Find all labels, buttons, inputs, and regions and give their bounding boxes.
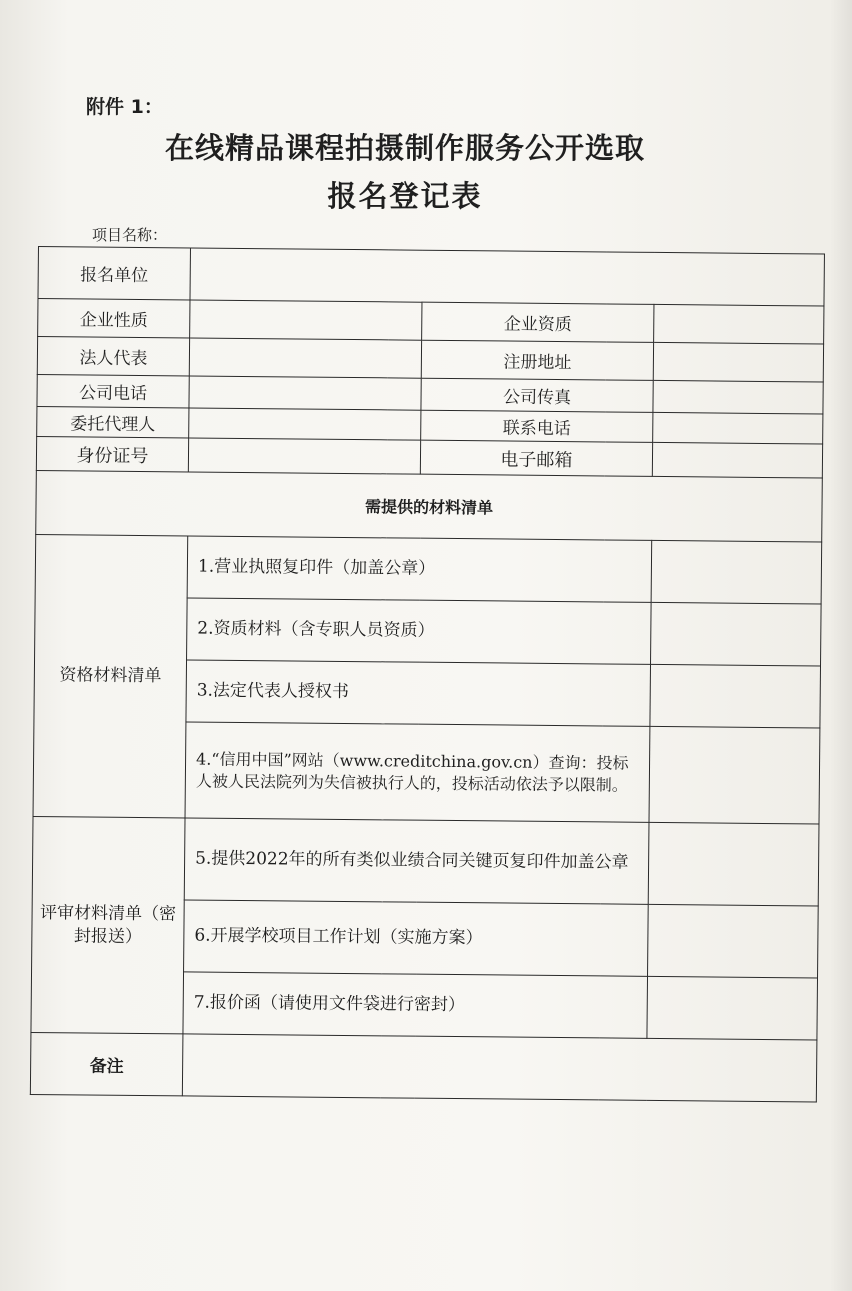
attachment-label: 附件 1： (86, 96, 163, 118)
agent-label: 委托代理人 (37, 406, 189, 437)
company-phone-value-cell[interactable] (189, 376, 421, 410)
qualification-item-4-check-cell[interactable] (649, 726, 820, 824)
qualification-item-3: 3.法定代表人授权书 (186, 660, 651, 726)
qualification-item-3-check-cell[interactable] (650, 664, 821, 728)
review-item-5-check-cell[interactable] (648, 822, 819, 906)
company-type-value-cell[interactable] (190, 300, 422, 340)
review-item-5: 5.提供2022年的所有类似业绩合同关键页复印件加盖公章 (184, 818, 649, 904)
review-item-6-check-cell[interactable] (648, 904, 819, 978)
contact-phone-value-cell[interactable] (653, 412, 823, 444)
table-row (35, 534, 822, 604)
id-number-label: 身份证号 (36, 436, 188, 471)
table-row (32, 816, 819, 906)
registered-address-label: 注册地址 (421, 340, 653, 380)
table-row (30, 1032, 817, 1102)
qualification-group-label: 资格材料清单 (33, 534, 188, 817)
review-item-7: 7.报价函（请使用文件袋进行密封） (183, 972, 648, 1038)
table-row (36, 470, 823, 542)
company-phone-label: 公司电话 (37, 374, 189, 407)
company-fax-value-cell[interactable] (653, 380, 823, 414)
qualification-item-1-check-cell[interactable] (651, 540, 822, 604)
email-value-cell[interactable] (652, 442, 822, 478)
qualification-item-4: 4.“信用中国”网站（www.creditchina.gov.cn）查询：投标人被人民法院列为失信被执行人的，投标活动依法予以限制。 (185, 722, 650, 822)
qualification-item-2-check-cell[interactable] (651, 602, 822, 666)
review-item-6: 6.开展学校项目工作计划（实施方案） (184, 900, 649, 976)
registration-table (30, 246, 825, 1103)
company-qualification-label: 企业资质 (422, 302, 654, 342)
form-title-line1: 在线精品课程拍摄制作服务公开选取 (164, 131, 645, 165)
company-fax-label: 公司传真 (421, 378, 653, 412)
qualification-item-1: 1.营业执照复印件（加盖公章） (187, 536, 652, 602)
paper-edge-shadow (830, 0, 852, 1291)
registration-form (30, 246, 824, 1103)
agent-value-cell[interactable] (189, 408, 421, 440)
legal-rep-value-cell[interactable] (189, 338, 421, 378)
remarks-value-cell[interactable] (182, 1034, 817, 1102)
id-number-value-cell[interactable] (188, 438, 420, 474)
company-qualification-value-cell[interactable] (654, 304, 824, 344)
review-group-label: 评审材料清单（密封报送） (31, 816, 185, 1033)
company-type-label: 企业性质 (38, 299, 190, 338)
project-name-label: 项目名称： (92, 226, 168, 244)
legal-rep-label: 法人代表 (37, 337, 189, 376)
qualification-item-2: 2.资质材料（含专职人员资质） (187, 598, 652, 664)
unit-label: 报名单位 (38, 247, 190, 300)
review-item-7-check-cell[interactable] (647, 976, 818, 1040)
unit-value-cell[interactable] (190, 248, 825, 306)
remarks-label: 备注 (30, 1032, 183, 1095)
email-label: 电子邮箱 (420, 440, 652, 476)
table-row (38, 247, 825, 307)
form-title-line2: 报名登记表 (327, 179, 483, 213)
contact-phone-label: 联系电话 (421, 410, 653, 442)
registered-address-value-cell[interactable] (653, 342, 823, 382)
materials-heading: 需提供的材料清单 (36, 470, 823, 542)
